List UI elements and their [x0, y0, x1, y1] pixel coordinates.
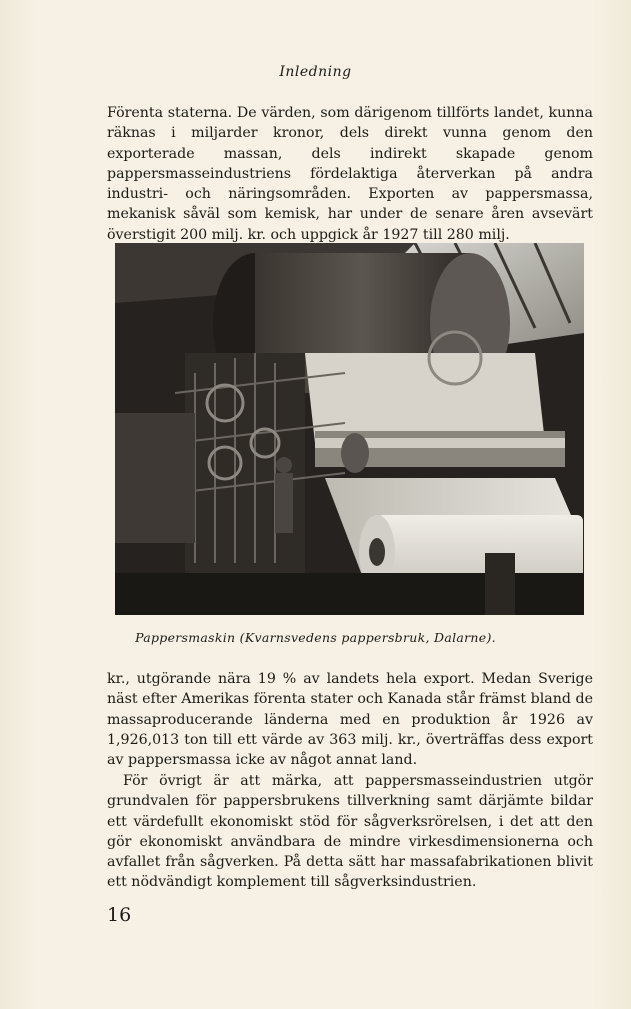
paper-machine-photo [115, 243, 584, 615]
paper-machine-illustration [115, 243, 584, 615]
running-title: Inledning [279, 64, 352, 80]
paragraph-2: kr., utgörande nära 19 % av landets hela export. Medan Sverige näst efter Amerikas förenta stater och Kanada står främst bland de massaproducerande länderna med en produktion år 1926 av 1,926,013 ton till ett värde av 363 milj. kr., överträffas dess export av pappersmassa icke av något annat land. [107, 671, 593, 769]
paragraph-1: Förenta staterna. De värden, som därigenom tillförts landet, kunna räknas i miljarder kronor, dels direkt vunna genom den exporterade massan, dels indirekt skapade genom pappersmasseindustriens fördelaktiga återverkan på andra industri- och näringsområden. Exporten av pappersmassa, mekanisk såväl som kemisk, har under de senare åren avsevärt överstigit 200 milj. kr. och uppgick år 1927 till 280 milj. [107, 105, 593, 243]
page-number: 16 [107, 904, 132, 926]
figure-caption: Pappersmaskin (Kvarnsvedens pappersbruk, Dalarne). [135, 630, 496, 645]
paragraph-3: För övrigt är att märka, att pappersmasseindustrien utgör grundvalen för pappersbrukens tillverkning samt därjämte bildar ett värdefullt ekonomiskt stöd för sågverksrörelsen, i det att den gör ekonomiskt användbara de mindre virkesdimensionerna och avfallet från sågverken. På detta sätt har massafabrikationen blivit ett nödvändigt komplement till sågverksindustrien. [107, 773, 593, 891]
